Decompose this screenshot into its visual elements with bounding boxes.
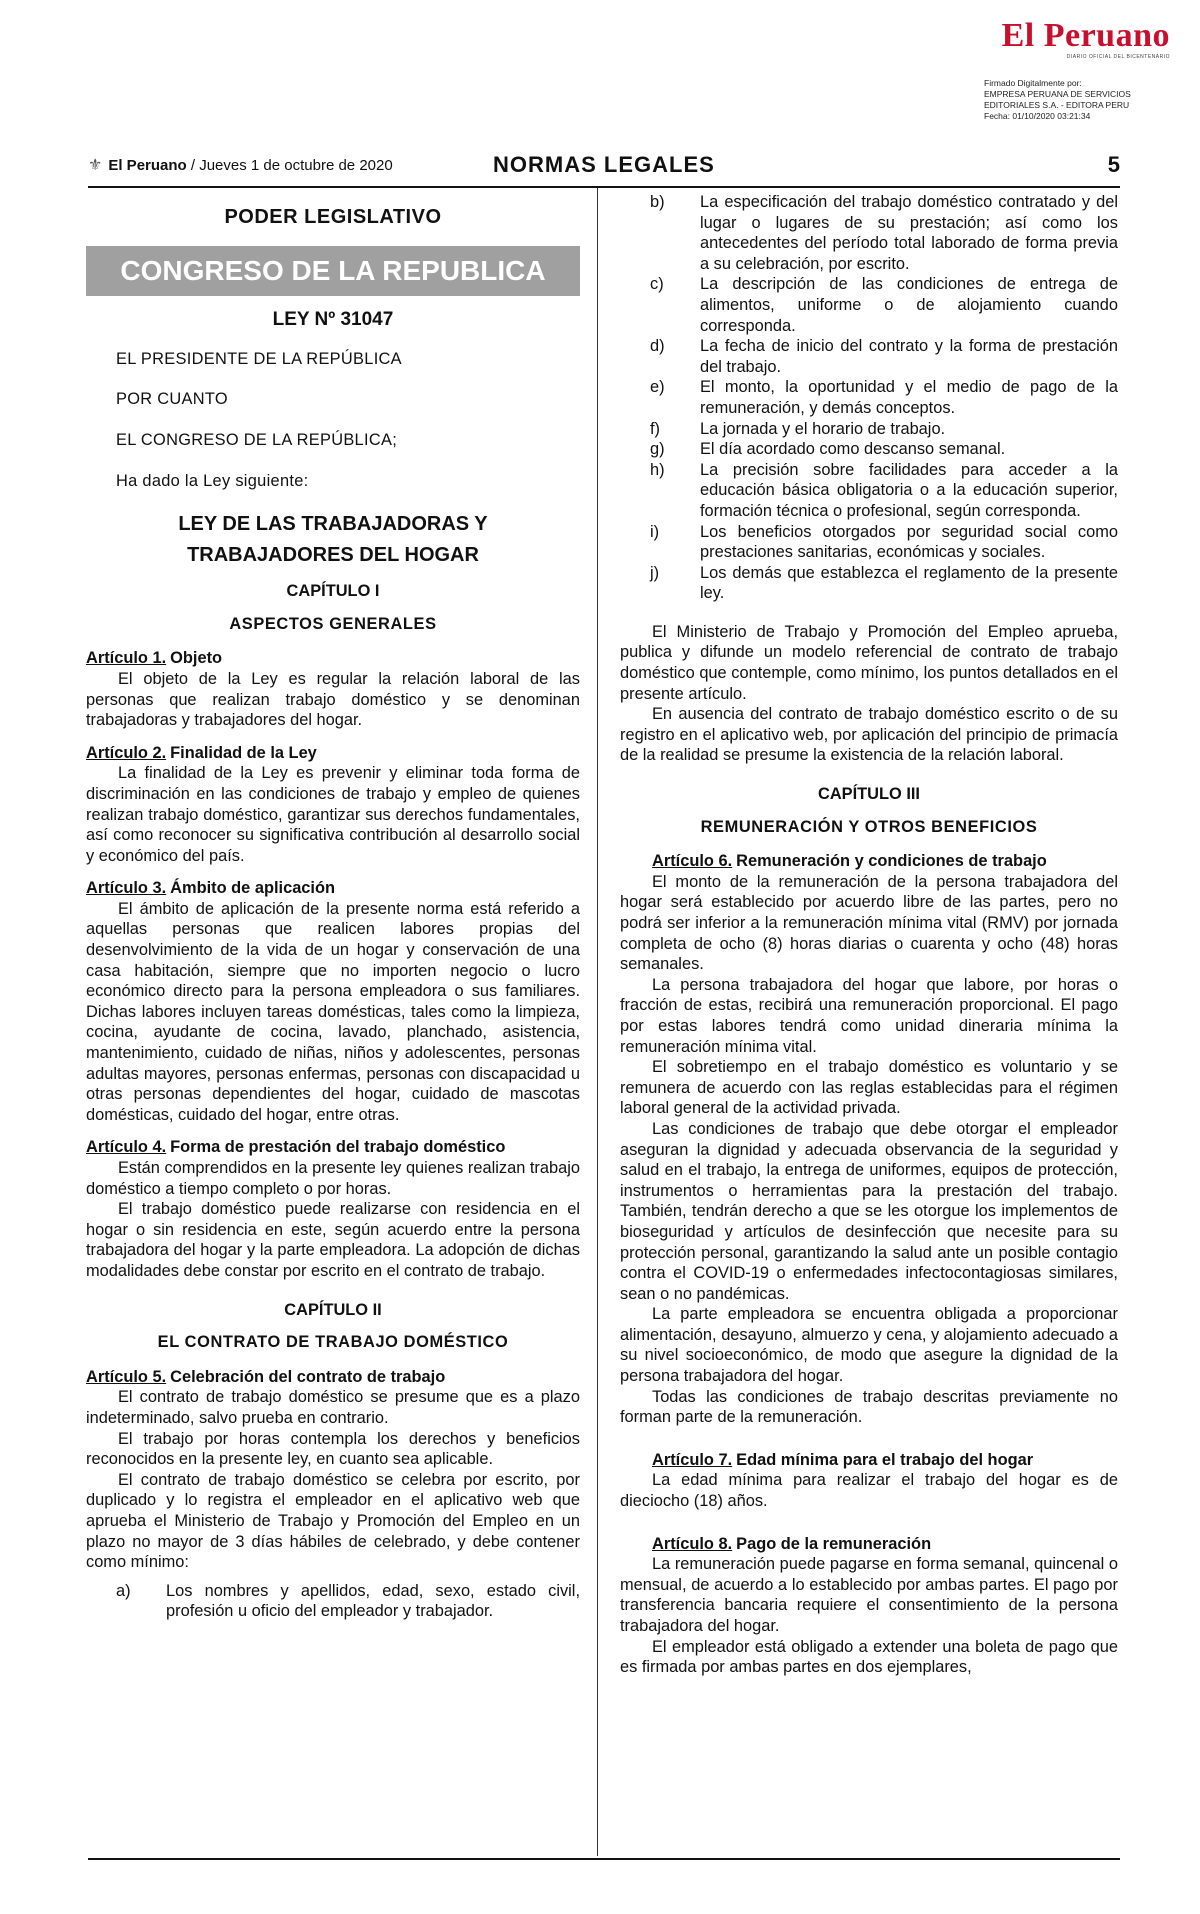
header-left xyxy=(88,155,393,175)
digital-signature xyxy=(984,78,1170,122)
list-item-letter: d) xyxy=(650,337,665,356)
list-item-letter: c) xyxy=(650,275,664,294)
chapter-label: CAPÍTULO II xyxy=(284,1300,382,1319)
article-paragraph: La parte empleadora se encuentra obligada a proporcionar alimentación, desayuno, almuerzo y cena, y alojamiento adecuado a su nivel socioeconómico, de modo que asegure la dignidad de la persona trabajadora del hogar. xyxy=(620,1305,1118,1386)
article-paragraph: La remuneración puede pagarse en forma semanal, quincenal o mensual, de acuerdo a lo establecido por ambas partes. El pago por transferencia bancaria requiere el consentimiento de la persona trabajadora del hogar. xyxy=(620,1555,1118,1635)
article-title: Remuneración y condiciones de trabajo xyxy=(736,852,1047,871)
left-column xyxy=(86,193,580,1622)
list-item-letter: i) xyxy=(650,522,660,541)
chapter-label: CAPÍTULO I xyxy=(286,582,380,601)
law-title-line: TRABAJADORES DEL HOGAR xyxy=(187,544,479,567)
list-item xyxy=(620,419,1118,440)
list-item-text: El día acordado como descanso semanal. xyxy=(700,440,1006,459)
article-paragraph: Las condiciones de trabajo que debe otorgar el empleador aseguran la dignidad y adecuada observancia de la seguridad y salud en el trabajo, la entrega de uniformes, equipos de protección, instrumentos o herramientas para la prestación del trabajo. También, tendrán derecho a que se les otorgue los implementos de bioseguridad y artículos de desinfección que necesite para su protección personal, garantizando la salud ante un posible contagio contra el COVID-19 o enfermedades infectocontagiosas similares, sean o no pandémicas. xyxy=(620,1119,1118,1303)
article-title: Ámbito de aplicación xyxy=(170,879,335,898)
chapter-name: REMUNERACIÓN Y OTROS BENEFICIOS xyxy=(700,817,1038,836)
list-item xyxy=(620,336,1118,377)
article-title: Celebración del contrato de trabajo xyxy=(170,1367,446,1386)
list-item xyxy=(620,274,1118,336)
preamble-line: EL PRESIDENTE DE LA REPÚBLICA xyxy=(116,349,402,368)
list-item-letter: j) xyxy=(650,563,660,582)
article-paragraph: La edad mínima para realizar el trabajo del hogar es de dieciocho (18) años. xyxy=(620,1471,1118,1511)
article-paragraph: El empleador está obligado a extender una boleta de pago que es firmada por ambas partes en dos ejemplares, xyxy=(620,1637,1118,1677)
article-heading xyxy=(86,878,580,899)
page-header xyxy=(88,150,1120,188)
article-paragraph: El ámbito de aplicación de la presente norma está referido a aquellas personas que realicen labores propias del desenvolvimiento de la vida de un hogar y conservación de una casa habitación, siempre que no importen negocio o lucro económico directo para la persona empleadora o sus familiares. Dichas labores incluyen tareas domésticas, tales como la limpieza, cocina, ayudante de cocina, lavado, planchado, asistencia, mantenimiento, cuidado de niñas, niños y adolescentes, personas adultas mayores, personas enfermas, personas con discapacidad u otras personas dependientes del hogar, cuidado de mascotas domésticas, cuidado del hogar, entre otras. xyxy=(86,899,580,1124)
signature-line: Fecha: 01/10/2020 03:21:34 xyxy=(984,111,1091,121)
article-heading xyxy=(86,743,580,764)
article-number: Artículo 8. xyxy=(652,1534,733,1553)
signature-line: EDITORIALES S.A. - EDITORA PERU xyxy=(984,100,1130,110)
law-title xyxy=(86,509,580,571)
article-title: Finalidad de la Ley xyxy=(170,743,317,762)
list-item-letter: g) xyxy=(650,440,665,459)
article-paragraph: El trabajo doméstico puede realizarse con residencia en el hogar o sin residencia en este, según acuerdo entre la persona trabajadora del hogar y la parte empleadora. La adopción de dichas modalidades debe constar por escrito en el contrato de trabajo. xyxy=(86,1200,580,1280)
logo-subtitle: DIARIO OFICIAL DEL BICENTENARIO xyxy=(1066,54,1170,60)
list-item xyxy=(620,563,1118,604)
list-item-text: La descripción de las condiciones de entrega de alimentos, uniforme o de alojamiento cuando corresponda. xyxy=(700,275,1118,335)
article-paragraph: Están comprendidos en la presente ley quienes realizan trabajo doméstico a tiempo completo o por horas. xyxy=(86,1159,580,1198)
law-number: LEY Nº 31047 xyxy=(272,309,394,331)
chapter-name: EL CONTRATO DE TRABAJO DOMÉSTICO xyxy=(157,1333,509,1352)
right-column xyxy=(620,192,1118,1678)
article-paragraph: La persona trabajadora del hogar que labore, por horas o fracción de estas, recibirá una remuneración proporcional. El pago por estas labores tendrá como unidad dineraria mínima la remuneración mínima vital. xyxy=(620,975,1118,1056)
article-paragraph: El objeto de la Ley es regular la relación laboral de las personas que realizan trabajo doméstico y se denominan trabajadoras y trabajadores del hogar. xyxy=(86,669,580,730)
signature-line: EMPRESA PERUANA DE SERVICIOS xyxy=(984,89,1131,99)
contract-requirements-list xyxy=(620,192,1118,604)
coat-of-arms-icon: ⚜ xyxy=(88,157,103,174)
list-item-letter: e) xyxy=(650,378,665,397)
chapter-label: CAPÍTULO III xyxy=(818,785,920,804)
article-heading xyxy=(620,1534,1118,1555)
article-paragraph: El sobretiempo en el trabajo doméstico es voluntario y se remunera de acuerdo con las reglas establecidas para el régimen laboral general de la actividad privada. xyxy=(620,1058,1118,1118)
signature-line: Firmado Digitalmente por: xyxy=(984,78,1082,88)
list-item-text: Los demás que establezca el reglamento de la presente ley. xyxy=(700,563,1118,603)
article-paragraph: El monto de la remuneración de la persona trabajadora del hogar será establecido por acuerdo libre de las partes, pero no podrá ser inferior a la remuneración mínima vital (RMV) por jornada completa de ocho (8) horas diarias o cuarenta y ocho (48) horas semanales. xyxy=(620,872,1118,974)
list-item-text: Los nombres y apellidos, edad, sexo, estado civil, profesión u oficio del empleador y trabajador. xyxy=(166,1581,580,1621)
header-publication: El Peruano xyxy=(108,156,187,174)
list-item-text: La especificación del trabajo doméstico contratado y del lugar o lugares de su prestación; así como los antecedentes del período total laborado de forma previa a su celebración, por escrito. xyxy=(700,193,1118,273)
article-number: Artículo 7. xyxy=(652,1450,733,1469)
article-paragraph: Todas las condiciones de trabajo descritas previamente no forman parte de la remuneración. xyxy=(620,1387,1118,1427)
logo-title: El Peruano xyxy=(1001,17,1170,54)
article-paragraph: La finalidad de la Ley es prevenir y eliminar toda forma de discriminación en las condiciones de trabajo y empleo de quienes realizan trabajo doméstico, garantizar sus derechos fundamentales, así como reconocer su significativa contribución al desarrollo social y económico del país. xyxy=(86,764,580,865)
article-title: Objeto xyxy=(170,649,223,668)
preamble-line: POR CUANTO xyxy=(116,390,228,409)
list-item-letter: b) xyxy=(650,193,665,211)
list-item-text: La fecha de inicio del contrato y la forma de prestación del trabajo. xyxy=(700,337,1118,376)
list-item xyxy=(620,460,1118,522)
section-title: PODER LEGISLATIVO xyxy=(224,206,442,228)
list-item-text: El monto, la oportunidad y el medio de pago de la remuneración, y demás conceptos. xyxy=(700,378,1118,417)
header-date: / Jueves 1 de octubre de 2020 xyxy=(190,156,393,174)
column-divider xyxy=(597,188,598,1856)
article-paragraph: El Ministerio de Trabajo y Promoción del Empleo aprueba, publica y difunde un modelo referencial de contrato de trabajo doméstico que contemple, como mínimo, los puntos detallados en el presente artículo. xyxy=(620,622,1118,703)
article-title: Edad mínima para el trabajo del hogar xyxy=(736,1450,1034,1469)
list-item-letter: h) xyxy=(650,460,665,479)
preamble-line: Ha dado la Ley siguiente: xyxy=(116,471,309,490)
article-number: Artículo 5. xyxy=(86,1367,167,1386)
article-paragraph: El contrato de trabajo doméstico se celebra por escrito, por duplicado y lo registra el empleador en el aplicativo web que aprueba el Ministerio de Trabajo y Promoción del Empleo en un plazo no mayor de 3 días hábiles de celebrado, y debe contener como mínimo: xyxy=(86,1470,580,1572)
article-number: Artículo 6. xyxy=(652,852,733,871)
contract-requirements-list xyxy=(86,1581,580,1622)
list-item-text: La jornada y el horario de trabajo. xyxy=(700,419,946,438)
list-item xyxy=(620,522,1118,563)
header-section: NORMAS LEGALES xyxy=(493,152,715,177)
article-paragraph: El trabajo por horas contempla los derechos y beneficios reconocidos en la presente ley, en cuanto sea aplicable. xyxy=(86,1429,580,1469)
article-paragraph: El contrato de trabajo doméstico se presume que es a plazo indeterminado, salvo prueba en contrario. xyxy=(86,1388,580,1427)
list-item xyxy=(620,377,1118,418)
el-peruano-logo xyxy=(970,18,1170,122)
article-heading xyxy=(620,1450,1118,1471)
article-number: Artículo 1. xyxy=(86,649,167,668)
article-heading xyxy=(620,851,1118,872)
list-item xyxy=(620,192,1118,274)
article-number: Artículo 2. xyxy=(86,743,167,762)
article-heading xyxy=(86,1367,580,1388)
page-number: 5 xyxy=(1107,152,1120,177)
article-heading xyxy=(86,648,580,669)
law-title-line: LEY DE LAS TRABAJADORAS Y xyxy=(178,513,488,536)
list-item xyxy=(86,1581,580,1622)
article-title: Pago de la remuneración xyxy=(736,1534,932,1553)
list-item xyxy=(620,439,1118,460)
congress-banner: CONGRESO DE LA REPUBLICA xyxy=(86,246,580,297)
article-number: Artículo 3. xyxy=(86,879,167,898)
list-item-letter: a) xyxy=(116,1581,131,1600)
list-item-text: La precisión sobre facilidades para acceder a la educación básica obligatoria o a la educación superior, formación técnica o profesional, según corresponda. xyxy=(700,460,1118,520)
list-item-letter: f) xyxy=(650,419,661,438)
preamble-line: EL CONGRESO DE LA REPÚBLICA; xyxy=(116,430,398,449)
bottom-divider xyxy=(88,1858,1120,1860)
chapter-name: ASPECTOS GENERALES xyxy=(229,614,437,633)
article-title: Forma de prestación del trabajo doméstico xyxy=(170,1138,506,1157)
list-item-text: Los beneficios otorgados por seguridad social como prestaciones sanitarias, económicas y sociales. xyxy=(700,522,1118,562)
article-paragraph: En ausencia del contrato de trabajo doméstico escrito o de su registro en el aplicativo web, por aplicación del principio de primacía de la realidad se presume la existencia de la relación laboral. xyxy=(620,705,1118,765)
article-number: Artículo 4. xyxy=(86,1138,167,1157)
article-heading xyxy=(86,1137,580,1158)
